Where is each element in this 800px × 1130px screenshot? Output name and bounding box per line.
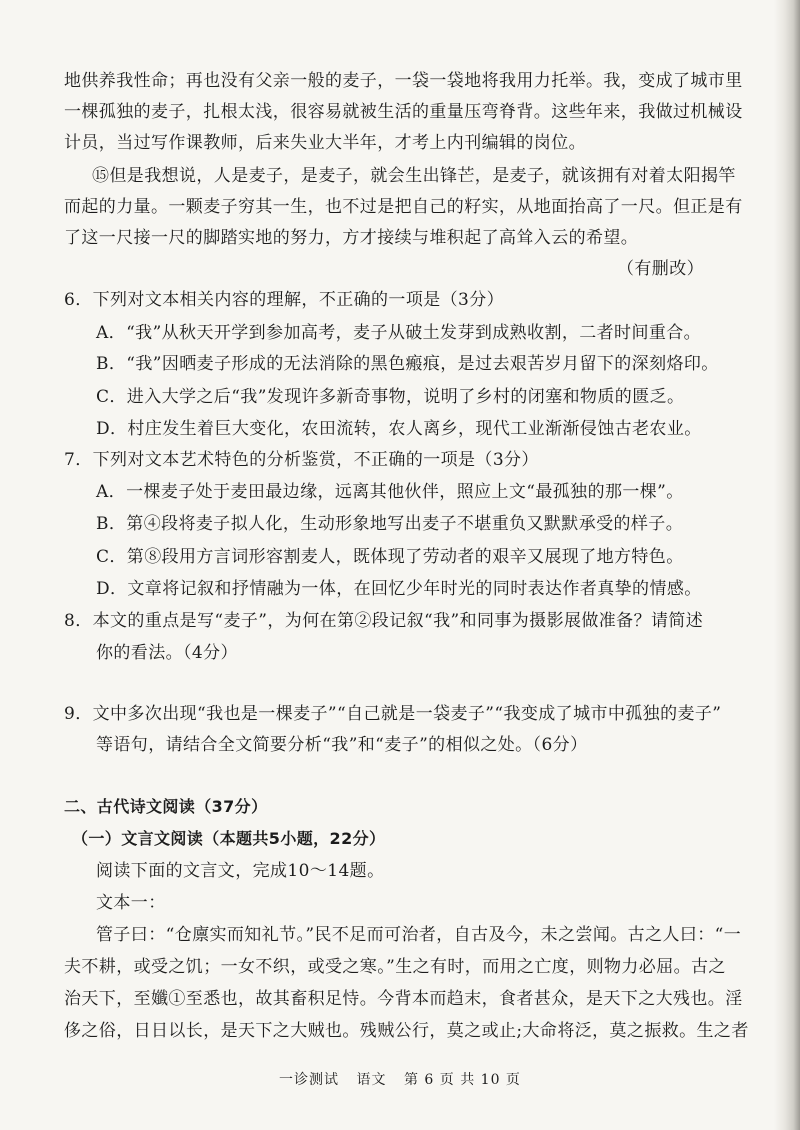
text-label: 文本一： xyxy=(96,893,166,913)
instruction: 阅读下面的文言文，完成10～14题。 xyxy=(96,861,385,881)
question-stem-cont: 等语句，请结合全文简要分析“我”和“麦子”的相似之处。（6分） xyxy=(96,735,588,755)
option-c: C．第⑧段用方言词形容割麦人，既体现了劳动者的艰辛又展现了地方特色。 xyxy=(96,547,684,567)
classical-line: 侈之俗，日日以长，是天下之大贼也。残贼公行，莫之或止;大命将泛，莫之振救。生之者 xyxy=(64,1021,749,1041)
passage-line: 一棵孤独的麦子，扎根太浅，很容易就被生活的重量压弯脊背。这些年来，我做过机械设 xyxy=(64,102,743,122)
exam-name: 一诊测试 xyxy=(279,1072,340,1088)
passage-line: ⑮但是我想说，人是麦子，是麦子，就会生出锋芒，是麦子，就该拥有对着太阳揭竿 xyxy=(92,166,736,186)
passage-line: 了这一尺接一尺的脚踏实地的努力，方才接续与堆积起了高耸入云的希望。 xyxy=(64,228,639,248)
option-d: D．村庄发生着巨大变化，农田流转，农人离乡，现代工业渐渐侵蚀古老农业。 xyxy=(96,419,702,439)
page-footer xyxy=(0,1069,800,1089)
classical-line: 管子曰：“仓廪实而知礼节。”民不足而可治者，自古及今，未之尝闻。古之人曰：“一 xyxy=(96,925,742,945)
edit-note: （有删改） xyxy=(617,259,704,279)
option-a: A．“我”从秋天开学到参加高考，麦子从破土发芽到成熟收割，二者时间重合。 xyxy=(96,323,702,343)
passage-line: 地供养我性命；再也没有父亲一般的麦子，一袋一袋地将我用力托举。我，变成了城市里 xyxy=(64,71,743,91)
passage-line: 而起的力量。一颗麦子穷其一生，也不过是把自己的籽实，从地面抬高了一尺。但正是有 xyxy=(64,197,743,217)
subject-name: 语文 xyxy=(356,1072,387,1088)
option-b: B．“我”因晒麦子形成的无法消除的黑色瘢痕，是过去艰苦岁月留下的深刻烙印。 xyxy=(96,354,719,374)
question-stem: 9．文中多次出现“我也是一棵麦子”“自己就是一袋麦子”“我变成了城市中孤独的麦子” xyxy=(64,704,722,724)
question-stem: 7．下列对文本艺术特色的分析鉴赏，不正确的一项是（3分） xyxy=(64,450,539,470)
question-stem: 6．下列对文本相关内容的理解，不正确的一项是（3分） xyxy=(64,290,505,310)
option-b: B．第④段将麦子拟人化，生动形象地写出麦子不堪重负又默默承受的样子。 xyxy=(96,514,684,534)
question-stem: 8．本文的重点是写“麦子”，为何在第②段记叙“我”和同事为摄影展做准备？请简述 xyxy=(64,611,704,631)
option-c: C．进入大学之后“我”发现许多新奇事物，说明了乡村的闭塞和物质的匮乏。 xyxy=(96,387,685,407)
subsection-title: （一）文言文阅读（本题共5小题，22分） xyxy=(72,829,386,848)
option-a: A．一棵麦子处于麦田最边缘，远离其他伙伴，照应上文“最孤独的那一棵”。 xyxy=(96,482,684,502)
passage-line: 计员，当过写作课教师，后来失业大半年，才考上内刊编辑的岗位。 xyxy=(64,133,586,153)
page-number: 第 6 页 共 10 页 xyxy=(403,1072,521,1088)
section-title: 二、古代诗文阅读（37分） xyxy=(64,797,268,816)
classical-line: 治天下，至孅①至悉也，故其畜积足恃。今背本而趋末，食者甚众，是天下之大残也。淫 xyxy=(64,989,743,1009)
option-d: D．文章将记叙和抒情融为一体，在回忆少年时光的同时表达作者真挚的情感。 xyxy=(96,579,702,599)
classical-line: 夫不耕，或受之饥；一女不织，或受之寒。”生之有时，而用之亡度，则物力必屈。古之 xyxy=(64,957,726,977)
question-stem-cont: 你的看法。（4分） xyxy=(96,643,238,663)
